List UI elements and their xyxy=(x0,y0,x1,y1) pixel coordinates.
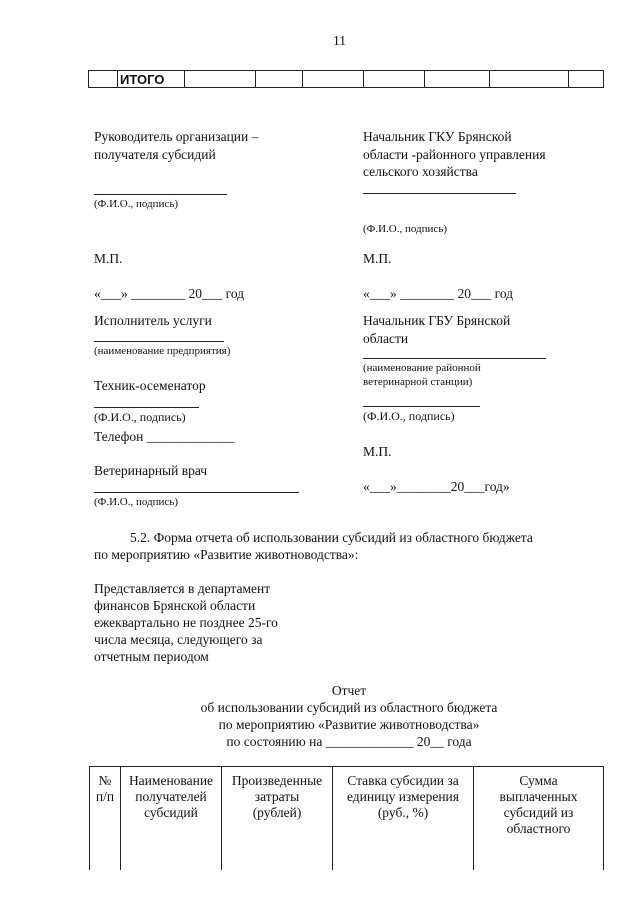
left-mp: М.П. xyxy=(94,251,123,266)
col-header-costs: Произведенные затраты (рублей) xyxy=(222,767,333,871)
left-sig1-caption: (Ф.И.О., подпись) xyxy=(94,198,178,210)
right-chief-line2: области xyxy=(363,331,409,346)
right-chief-line1: Начальник ГБУ Брянской xyxy=(363,313,511,328)
left-enterprise-line xyxy=(94,341,224,342)
col-header-amount: Сумма выплаченных субсидий из областного xyxy=(474,767,604,871)
totals-label: ИТОГО xyxy=(118,71,185,88)
right-signature-line-1 xyxy=(363,193,516,194)
right-mp2: М.П. xyxy=(363,444,392,459)
col-header-rate: Ставка субсидии за единицу измерения (руб., %) xyxy=(333,767,474,871)
totals-row-table xyxy=(88,70,604,88)
left-head-line1: Руководитель организации – xyxy=(94,129,259,144)
right-sig1-caption: (Ф.И.О., подпись) xyxy=(363,223,447,235)
right-date2: «___»________20___год» xyxy=(363,479,510,494)
submit-note-line1: Представляется в департамент xyxy=(94,581,271,596)
right-date: «___» ________ 20___ год xyxy=(363,286,514,301)
right-station-caption2: ветеринарной станции) xyxy=(363,376,473,388)
section-heading-line1: 5.2. Форма отчета об использовании субсидий из областного бюджета xyxy=(130,530,533,545)
right-station-caption1: (наименование районной xyxy=(363,362,481,374)
left-date: «___» ________ 20___ год xyxy=(94,286,245,301)
right-head-line2: области -районного управления xyxy=(363,147,546,162)
report-title-line2: об использовании субсидий из областного бюджета xyxy=(200,700,498,715)
right-head-line3: сельского хозяйства xyxy=(363,164,478,179)
submit-note-line5: отчетным периодом xyxy=(94,649,209,664)
left-signature-line-1 xyxy=(94,194,227,195)
left-executor: Исполнитель услуги xyxy=(94,313,212,328)
col-header-number: № п/п xyxy=(90,767,121,871)
right-station-line xyxy=(363,358,546,359)
left-head-line2: получателя субсидий xyxy=(94,147,216,162)
submit-note-line4: числа месяца, следующего за xyxy=(94,632,263,647)
right-sig2-caption: (Ф.И.О., подпись) xyxy=(363,409,455,423)
left-vet: Ветеринарный врач xyxy=(94,463,208,478)
report-title: Отчет xyxy=(331,683,367,698)
left-sig2-caption: (Ф.И.О., подпись) xyxy=(94,410,186,424)
left-sig3-caption: (Ф.И.О., подпись) xyxy=(94,496,178,508)
right-signature-line-2 xyxy=(363,406,480,407)
section-heading-line2: по мероприятию «Развитие животноводства»: xyxy=(94,547,359,562)
page-number: 11 xyxy=(333,33,346,48)
report-table xyxy=(89,766,604,870)
report-title-line3: по мероприятию «Развитие животноводства» xyxy=(218,717,480,732)
left-technician: Техник-осеменатор xyxy=(94,378,206,393)
right-head-line1: Начальник ГКУ Брянской xyxy=(363,129,512,144)
left-enterprise-caption: (наименование предприятия) xyxy=(94,345,231,357)
submit-note-line2: финансов Брянской области xyxy=(94,598,256,613)
left-signature-line-2 xyxy=(94,407,199,408)
left-phone: Телефон _____________ xyxy=(94,429,235,444)
left-signature-line-3 xyxy=(94,492,299,493)
report-title-line4: по состоянию на _____________ 20__ года xyxy=(226,734,472,749)
submit-note-line3: ежеквартально не позднее 25-го xyxy=(94,615,278,630)
right-mp: М.П. xyxy=(363,251,392,266)
col-header-recipients: Наименование получателей субсидий xyxy=(121,767,222,871)
